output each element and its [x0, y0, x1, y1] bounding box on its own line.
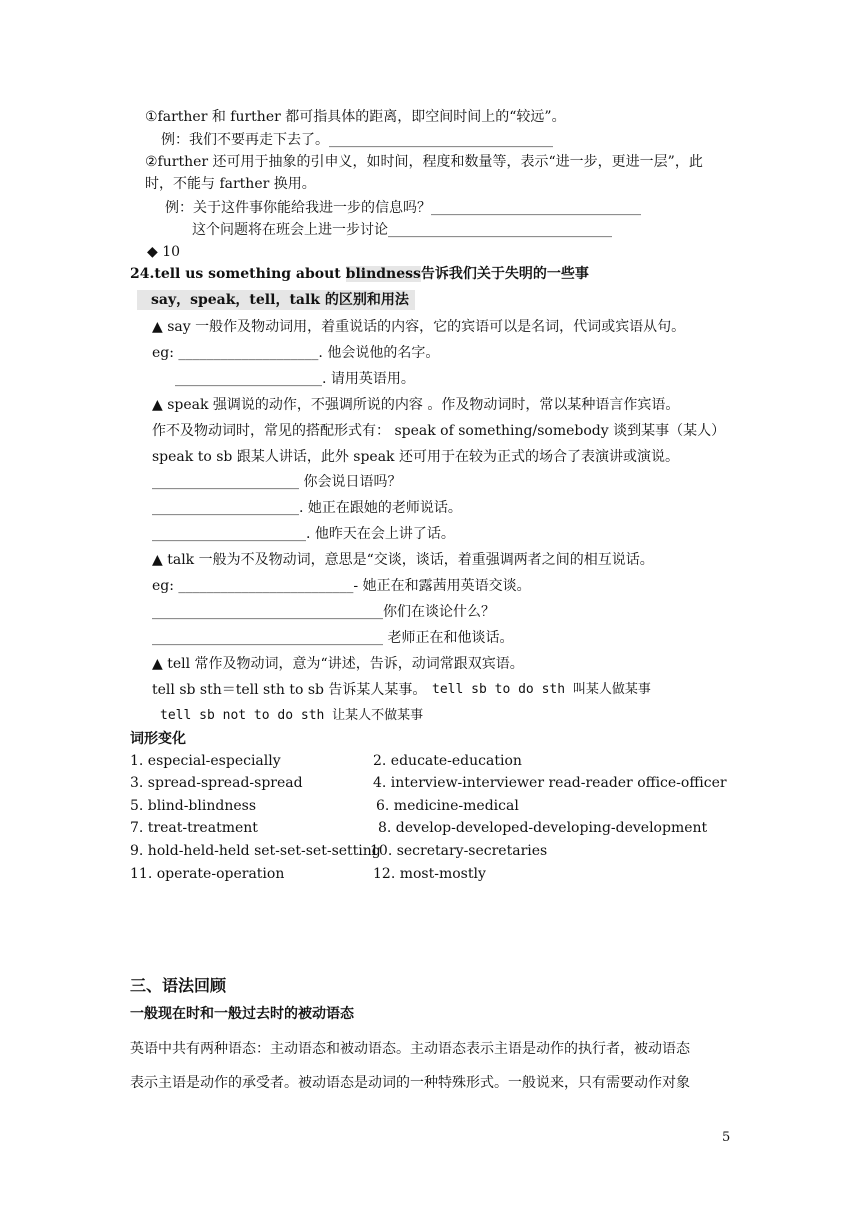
- item-24-number: 24.: [130, 266, 155, 282]
- farther-point-2-line-2: 时，不能与 farther 换用。: [145, 176, 316, 192]
- say-example-1: eg: ____________________. 他会说他的名字。: [152, 345, 440, 361]
- speak-rule: ▲ speak 强调说的动作，不强调所说的内容 。作及物动词时，常以某种语言作宾语。: [152, 397, 680, 413]
- farther-example-2: 例：关于这件事你能给我进一步的信息吗？______________________________: [165, 200, 641, 216]
- item-24-heading: [130, 264, 589, 284]
- say-example-2: _____________________. 请用英语用。: [175, 371, 415, 387]
- say-rule: ▲ say 一般作及物动词用，着重说话的内容，它的宾语可以是名词，代词或宾语从句。: [152, 319, 686, 335]
- word-form-item: 7. treat-treatment: [130, 820, 258, 836]
- speak-rule-3: speak to sb 跟某人讲话，此外 speak 还可用于在较为正式的场合了表演讲或演说。: [152, 449, 679, 465]
- item-24-highlight: blindness: [345, 266, 421, 282]
- farther-point-1: ①farther 和 further 都可指具体的距离，即空间时间上的“较远”。: [145, 109, 566, 125]
- word-forms-title: 词形变化: [130, 731, 186, 747]
- talk-example-1: eg: _________________________- 她正在和露茜用英语交谈。: [152, 578, 531, 594]
- talk-rule: ▲ talk 一般为不及物动词，意思是“交谈，谈话，着重强调两者之间的相互说话。: [152, 552, 654, 568]
- grammar-section-title: 三、语法回顾: [130, 976, 227, 995]
- word-form-item: 8. develop-developed-developing-development: [378, 820, 708, 836]
- word-form-item: 6. medicine-medical: [376, 798, 519, 814]
- usage-title: say，speak，tell，talk 的区别和用法: [137, 290, 415, 310]
- speak-example-3: ______________________. 他昨天在会上讲了话。: [152, 526, 455, 542]
- page-number: 5: [722, 1130, 731, 1145]
- farther-point-1-example: 例：我们不要再走下去了。________________________________: [161, 132, 553, 148]
- word-form-item: 9. hold-held-held set-set-set-setting: [130, 843, 381, 859]
- talk-example-3: _________________________________ 老师正在和他谈话。: [152, 630, 514, 646]
- word-form-item: 1. especial-especially: [130, 753, 281, 769]
- speak-example-2: _____________________. 她正在跟她的老师说话。: [152, 500, 462, 516]
- grammar-subtitle: 一般现在时和一般过去时的被动语态: [130, 1006, 354, 1022]
- farther-example-3: 这个问题将在班会上进一步讨论________________________________: [192, 222, 612, 238]
- word-form-item: 3. spread-spread-spread: [130, 775, 303, 791]
- talk-example-2: _________________________________你们在谈论什么？: [152, 604, 495, 620]
- word-form-item: 10. secretary-secretaries: [370, 843, 548, 859]
- item-24-phrase: tell us something about: [154, 266, 346, 282]
- tell-example-2: tell sb not to do sth 让某人不做某事: [160, 708, 424, 723]
- word-form-item: 11. operate-operation: [130, 866, 285, 882]
- item-24-meaning: 告诉我们关于失明的一些事: [420, 266, 589, 282]
- tell-example-1: tell sb sth＝tell sth to sb 告诉某人某事。: [152, 682, 427, 698]
- word-form-item: 4. interview-interviewer read-reader office-officer: [373, 775, 727, 791]
- word-form-item: 5. blind-blindness: [130, 798, 256, 814]
- speak-example-1: _____________________ 你会说日语吗？: [152, 474, 402, 490]
- tell-example-1b: tell sb to do sth 叫某人做某事: [432, 682, 651, 697]
- farther-point-2-line-1: ②further 还可用于抽象的引申义，如时间，程度和数量等，表示“进一步，更进一层”，此: [145, 154, 703, 170]
- word-form-item: 12. most-mostly: [373, 866, 486, 882]
- grammar-paragraph-line-1: 英语中共有两种语态：主动语态和被动语态。主动语态表示主语是动作的执行者，被动语态: [130, 1041, 690, 1057]
- bullet-item-10: ◆ 10: [147, 244, 181, 260]
- tell-rule: ▲ tell 常作及物动词，意为“讲述，告诉，动词常跟双宾语。: [152, 656, 524, 672]
- grammar-paragraph-line-2: 表示主语是动作的承受者。被动语态是动词的一种特殊形式。一般说来，只有需要动作对象: [130, 1075, 690, 1091]
- word-form-item: 2. educate-education: [373, 753, 522, 769]
- speak-rule-2: 作不及物动词时，常见的搭配形式有： speak of something/somebody 谈到某事（某人）: [152, 423, 726, 439]
